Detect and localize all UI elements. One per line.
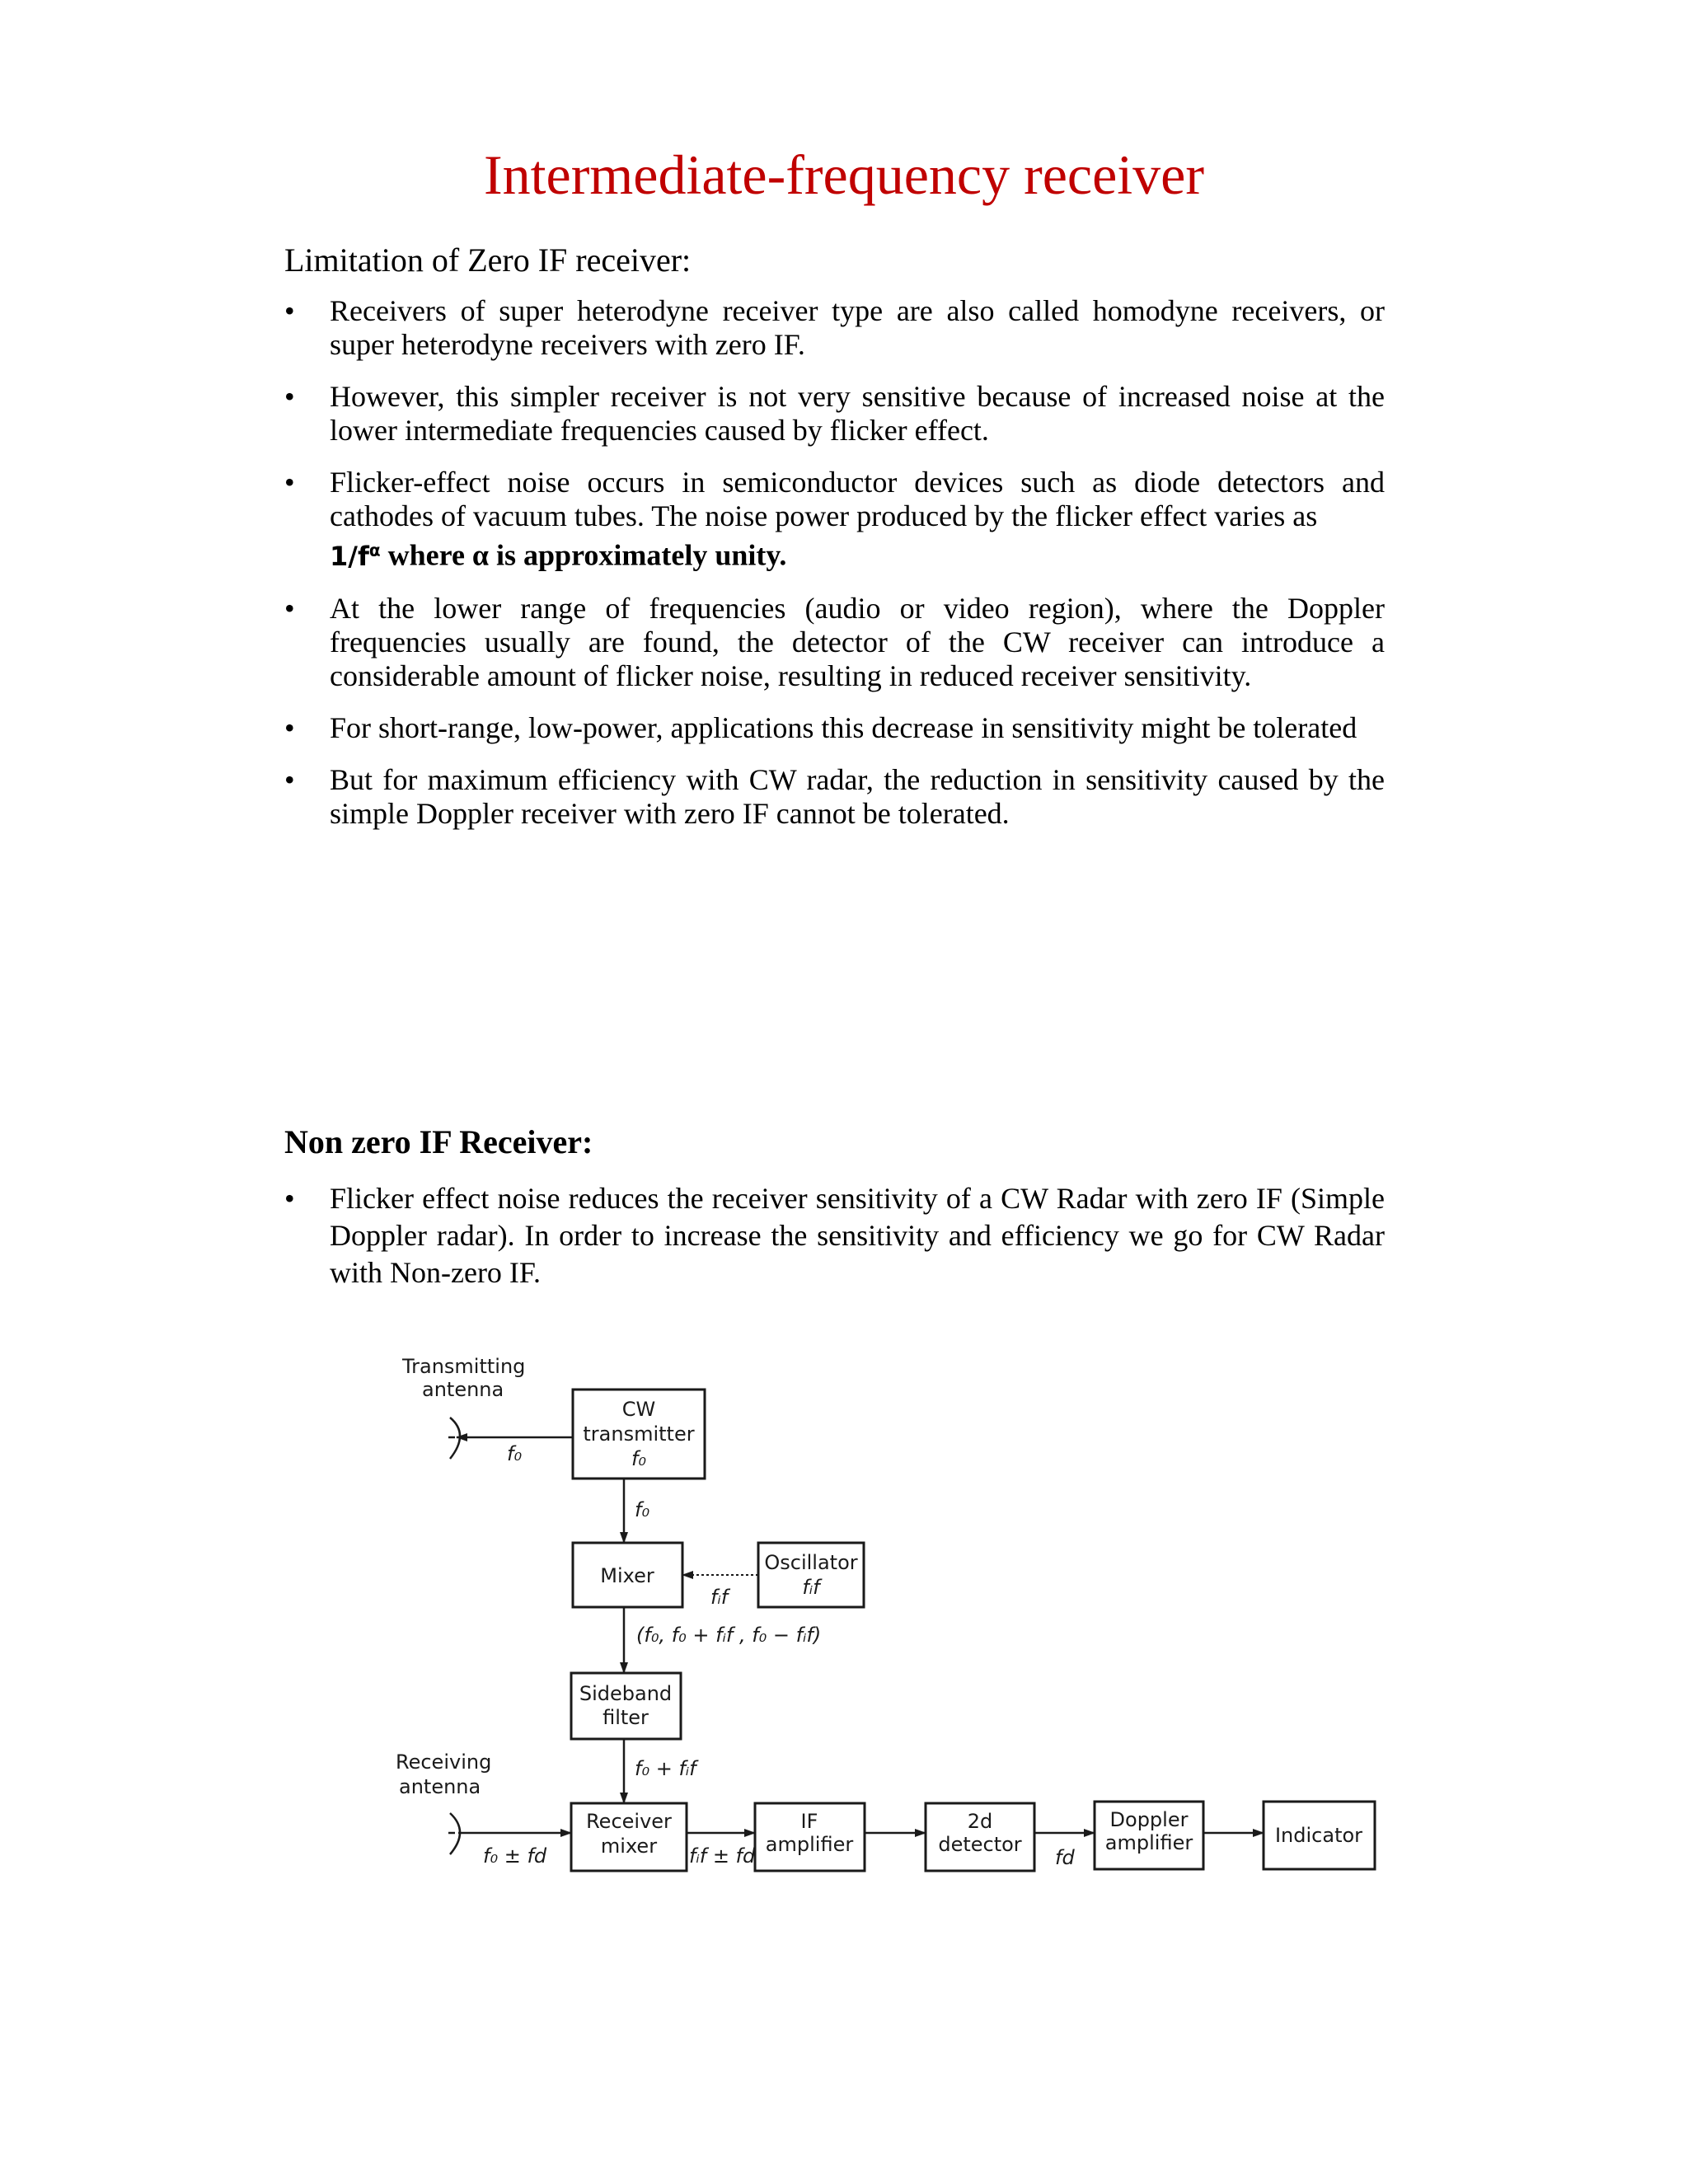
transmitting-antenna-label-2: antenna — [422, 1378, 504, 1401]
page-title: Intermediate-frequency receiver — [484, 143, 1204, 206]
svg-text:Indicator: Indicator — [1274, 1824, 1363, 1847]
list-item: • At the lower range of frequencies (audio or video region), where the Doppler frequencies usually are found, the detector of the CW receiver can introduce a considerable amount of flicker noise, resulting in reduced receiver sensitivity. — [284, 591, 1385, 692]
tx-out-frequency-label: f₀ — [635, 1498, 650, 1521]
oscillator-block — [758, 1543, 864, 1607]
svg-text:2d: 2d — [967, 1810, 993, 1833]
list-item: • But for maximum efficiency with CW radar, the reduction in sensitivity caused by the simple Doppler receiver with zero IF cannot be tolerated. — [284, 762, 1385, 830]
bullet-marker: • — [284, 1182, 295, 1215]
svg-text:Sideband: Sideband — [579, 1682, 673, 1705]
receiving-antenna-label-2: antenna — [399, 1775, 481, 1798]
list-item: • Flicker effect noise reduces the receiver sensitivity of a CW Radar with zero IF (Simple Doppler radar). In order to increase the sensitivity and efficiency we go for CW Radar with Non-zero IF. — [284, 1182, 1385, 1289]
list-item: • Receivers of super heterodyne receiver type are also called homodyne receivers, or super heterodyne receivers with zero IF. — [284, 294, 1385, 361]
receiving-antenna-icon — [448, 1813, 460, 1854]
svg-text:Receiver: Receiver — [586, 1810, 672, 1833]
svg-text:f₀: f₀ — [631, 1447, 647, 1470]
bullet-marker: • — [284, 380, 295, 413]
svg-text:mixer: mixer — [600, 1835, 658, 1858]
mixer-block — [573, 1543, 682, 1607]
mixer-output-label: (f₀, f₀ + fᵢf , f₀ − fᵢf) — [636, 1624, 822, 1647]
detector-block — [926, 1803, 1034, 1871]
receiving-antenna-label-1: Receiving — [396, 1750, 492, 1774]
sideband-filter-block — [571, 1673, 681, 1739]
received-frequency-label: f₀ ± fd — [483, 1844, 547, 1868]
tx-frequency-label: f₀ — [507, 1442, 523, 1465]
list-item: • For short-range, low-power, applications this decrease in sensitivity might be tolerated — [284, 710, 1357, 744]
svg-text:IF: IF — [800, 1810, 818, 1833]
list-item: • Flicker-effect noise occurs in semiconductor devices such as diode detectors and cathodes of vacuum tubes. The noise power produced by the flicker effect varies as $1/f^\alpha$ where α is approximately unity. — [284, 466, 1385, 572]
doppler-amplifier-block — [1095, 1802, 1203, 1869]
formula-tail: where α is approximately unity. — [380, 538, 787, 572]
svg-text:Mixer: Mixer — [600, 1564, 654, 1587]
transmitting-antenna-label-1: Transmitting — [402, 1355, 526, 1378]
block-diagram — [379, 1352, 1418, 1912]
svg-text:CW: CW — [621, 1398, 656, 1421]
receiver-mixer-block — [571, 1803, 687, 1871]
section-heading-zero-if: Limitation of Zero IF receiver: — [284, 241, 692, 279]
svg-text:fᵢf: fᵢf — [802, 1576, 820, 1599]
bullet-marker: • — [284, 710, 295, 744]
bullet-marker: • — [284, 294, 295, 327]
formula: $1/f^\alpha$ — [330, 540, 381, 572]
svg-text:filter: filter — [603, 1706, 649, 1729]
svg-text:Doppler: Doppler — [1109, 1808, 1189, 1831]
doppler-frequency-label: fd — [1055, 1846, 1075, 1869]
oscillator-frequency-label: fᵢf — [710, 1586, 729, 1609]
svg-text:Oscillator: Oscillator — [764, 1551, 858, 1574]
bullet-list-non-zero-if — [284, 1180, 1385, 1310]
svg-text:detector: detector — [938, 1833, 1022, 1856]
section-heading-non-zero-if: Non zero IF Receiver: — [284, 1123, 593, 1160]
sideband-output-label: f₀ + fᵢf — [635, 1757, 696, 1780]
bullet-marker: • — [284, 762, 295, 796]
bullet-list-zero-if — [284, 294, 1385, 849]
list-item: • However, this simpler receiver is not very sensitive because of increased noise at the lower intermediate frequencies caused by flicker effect. — [284, 380, 1385, 447]
if-amplifier-block — [755, 1803, 865, 1871]
indicator-block — [1264, 1802, 1375, 1869]
bullet-marker: • — [284, 591, 295, 625]
receiver-mixer-output-label: fᵢf ± fd — [689, 1844, 756, 1868]
svg-text:amplifier: amplifier — [1104, 1831, 1193, 1854]
svg-text:amplifier: amplifier — [765, 1833, 854, 1856]
cw-transmitter-block — [573, 1390, 705, 1479]
svg-text:transmitter: transmitter — [583, 1422, 695, 1446]
bullet-marker: • — [284, 466, 295, 499]
